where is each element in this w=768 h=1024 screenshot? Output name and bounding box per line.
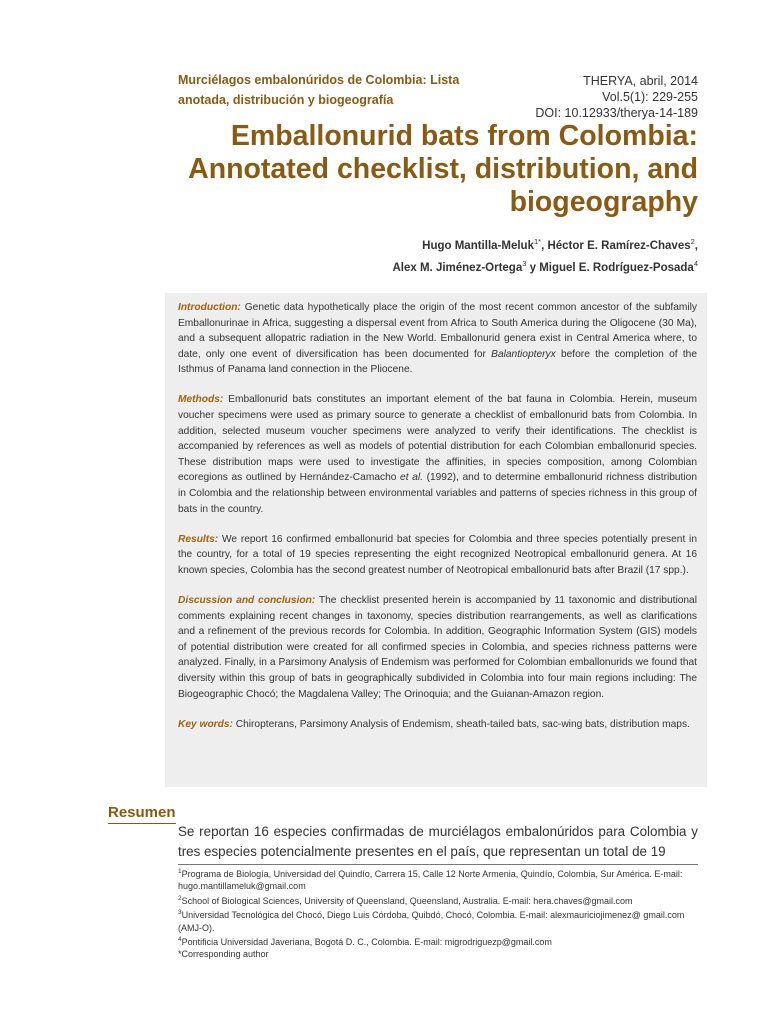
footnote-1 xyxy=(178,866,700,893)
author-name: Miguel E. Rodríguez-Posada xyxy=(539,261,694,274)
resumen-underline xyxy=(108,823,176,824)
author-affiliation-mark: 1* xyxy=(533,237,542,246)
footnotes xyxy=(178,866,700,961)
author-list xyxy=(392,233,698,277)
footnote-text: Pontificia Universidad Javeriana, Bogotá D. C., Colombia. E-mail: migrodriguezp@gmail.com xyxy=(181,937,552,948)
author-name: Alex M. Jiménez-Ortega xyxy=(392,261,523,274)
footnote-mark: 3 xyxy=(178,909,182,917)
author-separator: , xyxy=(694,239,698,252)
methods-text-end: (1992), and to determine emballonurid richness distribution in Colombia and the relationship between environmental variables and patterns of species richness in this group of bats in the country. xyxy=(178,472,697,515)
paper-title xyxy=(138,120,698,219)
footnote-corresponding: *Corresponding author xyxy=(178,949,269,960)
title-line2: Annotated checklist, distribution, and xyxy=(188,153,698,185)
discussion-text: The checklist presented herein is accompanied by 11 taxonomic and distributional comments explaining recent changes in taxonomy, species distribution rearrangements, as well as clarifications and a refinement of the previous records for Colombia. In addition, Geographic Information System (GIS) models of potential distribution were created for all confirmed species in Colombia, and species richness patterns were analyzed. Finally, in a Parsimony Analysis of Endemism was performed for Colombian emballonurids we found that diversity within this group of bats in geographically subdivided in Colombia into four main regions including: The Biogeographic Chocó; the Magdalena Valley; The Orinoquia; and the Guianan-Amazon region. xyxy=(178,595,697,700)
author-affiliation-mark: 2 xyxy=(690,237,695,246)
results-label: Results: xyxy=(178,533,219,545)
abstract-introduction xyxy=(178,300,697,378)
author-name: Hugo Mantilla-Meluk xyxy=(422,239,534,252)
abstract-results xyxy=(178,532,697,579)
footnote-text: Universidad Tecnológica del Chocó, Diego Luis Córdoba, Quibdó, Chocó, Colombia. E-mail: alexmauriciojimenez@ gmail.com (AMJ-O). xyxy=(178,910,685,933)
author-line2 xyxy=(392,255,698,277)
author-affiliation-mark: 4 xyxy=(693,258,698,268)
resumen-heading: Resumen xyxy=(108,804,176,821)
abstract-box xyxy=(165,293,707,787)
resumen-text: Se reportan 16 especies confirmadas de murciélagos embalonúridos para Colombia y tres especies potencialmente presentes en el país, que representan un total de 19 xyxy=(178,824,698,859)
abstract-keywords xyxy=(178,717,697,733)
methods-label: Methods: xyxy=(178,394,224,406)
methods-text: Emballonurid bats constitutes an important element of the bat fauna in Colombia. Herein, museum voucher specimens were used as primary source to generate a checklist of emballonurid bats from Colombia. In addition, selected museum voucher specimens were analyzed to verify their identifications. The checklist is accompanied by references as well as models of potential distribution for each Colombian emballonurid species. These distribution maps were used to investigate the affinities, in species composition, among Colombian ecoregions as outlined by Hernández-Camacho xyxy=(178,394,697,484)
results-text: We report 16 confirmed emballonurid bat species for Colombia and three species potentially present in the country, for a total of 19 species representing the eight recognized Neotropical emballonurid genera. At 16 known species, Colombia has the second greatest number of Neotropical emballonurid bats after Brazil (17 spp.). xyxy=(178,533,697,576)
journal-info xyxy=(535,73,698,121)
author-name: Héctor E. Ramírez-Chaves xyxy=(547,239,691,252)
footnote-4 xyxy=(178,934,700,948)
introduction-genus: Balantiopteryx xyxy=(491,348,556,360)
author-separator: y xyxy=(526,261,540,274)
journal-volume: Vol.5(1): 229-255 xyxy=(602,90,698,104)
footnote-mark: 1 xyxy=(178,868,182,875)
series-title-line2: anotada, distribución y biogeografía xyxy=(178,93,394,107)
series-title xyxy=(178,70,478,110)
keywords-label: Key words: xyxy=(178,718,233,730)
author-affiliation-mark: 3 xyxy=(522,258,527,268)
footnote-3 xyxy=(178,907,700,934)
abstract-methods xyxy=(178,392,697,517)
footnote-mark: 4 xyxy=(178,936,182,944)
introduction-text: Genetic data hypothetically place the origin of the most recent common ancestor of the subfamily Emballonurinae in Africa, suggesting a dispersal event from Africa to South America during the Oligocene (30 Ma), and a subsequent allopatric radiation in the New World. Emballonurid genera exist in Central America where, to date, only one event of diversification has been documented for xyxy=(178,302,697,360)
author-line1 xyxy=(392,233,698,255)
journal-name: THERYA, abril, 2014 xyxy=(583,74,698,88)
abstract-discussion xyxy=(178,593,697,702)
footnote-text: School of Biological Sciences, University of Queensland, Queensland, Australia. E-mail: hera.chaves@gmail.com xyxy=(181,895,633,906)
methods-etal: et al. xyxy=(400,472,423,484)
title-line3: biogeography xyxy=(509,186,698,218)
footnote-divider xyxy=(178,864,698,865)
discussion-label: Discussion and conclusion: xyxy=(178,595,316,606)
series-title-line1: Murciélagos embalonúridos de Colombia: Lista xyxy=(178,73,460,87)
footnote-mark: 2 xyxy=(178,894,182,902)
introduction-text-end: before the completion of the Isthmus of Panama land connection in the Pliocene. xyxy=(178,348,697,376)
footnote-2 xyxy=(178,893,700,907)
introduction-label: Introduction: xyxy=(178,302,241,313)
keywords-text: Chiropterans, Parsimony Analysis of Endemism, sheath-tailed bats, sac-wing bats, distribution maps. xyxy=(232,718,690,730)
title-line1: Emballonurid bats from Colombia: xyxy=(230,120,698,152)
journal-doi: DOI: 10.12933/therya-14-189 xyxy=(535,106,698,120)
footnote-text: Programa de Biología, Universidad del Quindío, Carrera 15, Calle 12 Norte Armenia, Quindío, Colombia, Sur América. E-mail: hugo.mantillameluk@gmail.com xyxy=(178,869,683,892)
author-separator: , xyxy=(541,239,548,252)
